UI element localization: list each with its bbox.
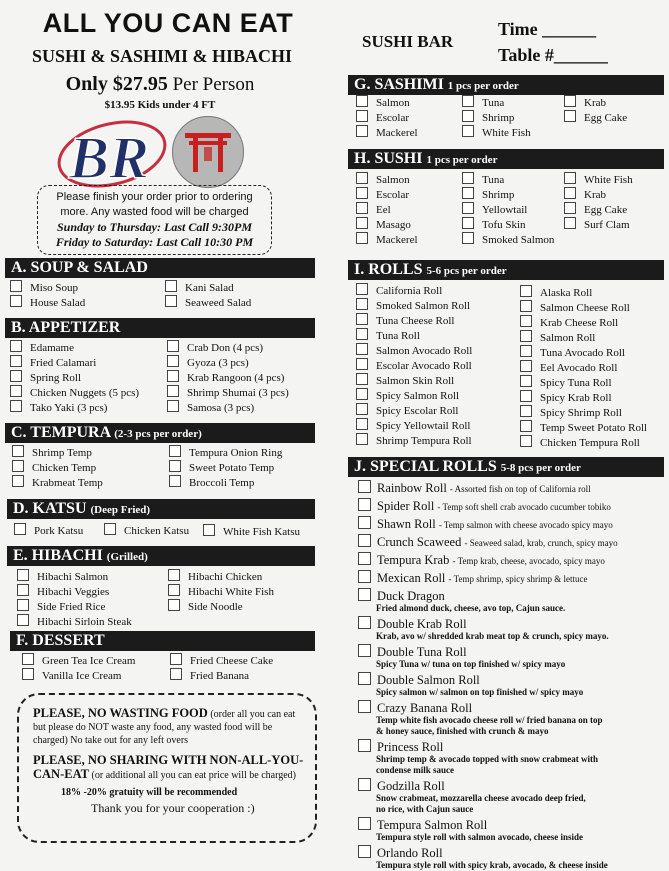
price xyxy=(30,73,290,96)
checkbox[interactable] xyxy=(520,360,532,372)
menu-item[interactable]: Salmon xyxy=(356,172,418,187)
checkbox[interactable] xyxy=(564,217,576,229)
time-field[interactable]: Time ______ xyxy=(498,19,597,39)
checkbox[interactable] xyxy=(462,125,474,137)
gratuity-note: 18% -20% gratuity will be recommended xyxy=(61,787,238,798)
checkbox[interactable] xyxy=(462,217,474,229)
policy-no-sharing: PLEASE, NO SHARING WITH NON-ALL-YOU-CAN-EAT (or additional all you can eat price will be charged) xyxy=(33,753,304,781)
special-roll-item[interactable]: Spider Roll - Temp soft shell crab avocado cucumber tobiko xyxy=(358,498,663,514)
special-roll-item[interactable]: Duck Dragon xyxy=(358,588,663,603)
section-title: D. KATSU xyxy=(13,500,87,517)
menu-item[interactable]: Spicy Shrimp Roll xyxy=(520,405,647,420)
section-title: G. SASHIMI xyxy=(354,76,444,93)
section-sashimi-header xyxy=(348,75,664,95)
menu-item[interactable]: Fried Banana xyxy=(170,668,273,683)
checkbox[interactable] xyxy=(167,370,179,382)
checkbox[interactable] xyxy=(203,524,215,536)
checkbox[interactable] xyxy=(564,172,576,184)
policy-box xyxy=(17,693,317,843)
menu-item[interactable]: Alaska Roll xyxy=(520,285,647,300)
menu-item[interactable]: Broccoli Temp xyxy=(169,475,282,490)
checkbox[interactable] xyxy=(564,110,576,122)
menu-item[interactable]: Escolar xyxy=(356,110,418,125)
menu-item[interactable]: Krab Rangoon (4 pcs) xyxy=(167,370,289,385)
section-note: 5-8 pcs per order xyxy=(500,462,581,474)
section-note: (2-3 pcs per order) xyxy=(114,428,202,440)
checkbox[interactable] xyxy=(520,330,532,342)
menu-item[interactable]: California Roll xyxy=(356,283,472,298)
checkbox[interactable] xyxy=(10,400,22,412)
checkbox[interactable] xyxy=(356,418,368,430)
menu-item[interactable]: Shrimp Tempura Roll xyxy=(356,433,472,448)
checkbox[interactable] xyxy=(358,700,371,713)
checkbox[interactable] xyxy=(167,340,179,352)
menu-item[interactable]: Krab Cheese Roll xyxy=(520,315,647,330)
menu-item[interactable]: Krab xyxy=(564,187,633,202)
special-roll-item[interactable]: Double Salmon Roll xyxy=(358,672,663,687)
special-roll-item[interactable]: Mexican Roll - Temp shrimp, spicy shrimp & lettuce xyxy=(358,570,663,586)
menu-item[interactable]: Green Tea Ice Cream xyxy=(22,653,135,668)
checkbox[interactable] xyxy=(358,817,371,830)
checkbox[interactable] xyxy=(356,403,368,415)
menu-item[interactable]: Fried Cheese Cake xyxy=(170,653,273,668)
menu-item[interactable]: Seaweed Salad xyxy=(165,295,251,310)
checkbox[interactable] xyxy=(168,599,180,611)
soup-salad-col2 xyxy=(165,280,251,310)
checkbox[interactable] xyxy=(356,388,368,400)
checkbox[interactable] xyxy=(169,475,181,487)
menu-item[interactable]: Side Fried Rice xyxy=(17,599,132,614)
special-roll-desc: & honey sauce, finished with crunch & mayo xyxy=(376,726,549,736)
dessert-col1 xyxy=(22,653,135,683)
section-sushi-header xyxy=(348,149,664,169)
checkbox[interactable] xyxy=(462,110,474,122)
section-note: 5-6 pcs per order xyxy=(426,265,507,277)
menu-item[interactable]: Tempura Onion Ring xyxy=(169,445,282,460)
checkbox[interactable] xyxy=(358,672,371,685)
menu-item[interactable]: Krab xyxy=(564,95,627,110)
checkbox[interactable] xyxy=(358,534,371,547)
price-suffix: Per Person xyxy=(172,74,255,95)
menu-item[interactable]: Chicken Tempura Roll xyxy=(520,435,647,450)
special-roll-item[interactable]: Crunch Scaweed - Seaweed salad, krab, crunch, spicy mayo xyxy=(358,534,663,550)
hibachi-col1 xyxy=(17,569,132,629)
section-note: (Deep Fried) xyxy=(90,504,151,516)
checkbox[interactable] xyxy=(462,187,474,199)
checkbox[interactable] xyxy=(520,285,532,297)
menu-item[interactable]: Miso Soup xyxy=(10,280,85,295)
checkbox[interactable] xyxy=(520,345,532,357)
checkbox[interactable] xyxy=(10,280,22,292)
checkbox[interactable] xyxy=(356,217,368,229)
special-roll-desc: Fried almond duck, cheese, avo top, Cajun sauce. xyxy=(376,603,566,613)
menu-item[interactable]: Tuna xyxy=(462,172,554,187)
menu-item[interactable]: Hibachi Chicken xyxy=(168,569,274,584)
checkbox[interactable] xyxy=(358,739,371,752)
section-title: H. SUSHI xyxy=(354,150,423,167)
section-title: E. HIBACHI xyxy=(13,547,103,564)
special-roll-item[interactable]: Tempura Krab - Temp krab, cheese, avocado, spicy mayo xyxy=(358,552,663,568)
br-logo xyxy=(55,110,170,192)
soup-salad-col1 xyxy=(10,280,85,310)
section-note: 1 pcs per order xyxy=(426,154,498,166)
checkbox[interactable] xyxy=(462,232,474,244)
checkbox[interactable] xyxy=(520,375,532,387)
menu-subtitle: SUSHI & SASHIMI & HIBACHI xyxy=(31,46,293,66)
checkbox[interactable] xyxy=(17,584,29,596)
checkbox[interactable] xyxy=(10,295,22,307)
menu-item[interactable]: Masago xyxy=(356,217,418,232)
section-title: C. TEMPURA xyxy=(11,424,111,441)
special-roll-desc: Spicy Tuna w/ tuna on top finished w/ spicy mayo xyxy=(376,659,566,669)
menu-item[interactable]: Spicy Salmon Roll xyxy=(356,388,472,403)
section-note: 1 pcs per order xyxy=(447,80,519,92)
sashimi-col3 xyxy=(564,95,627,125)
hibachi-col2 xyxy=(168,569,274,614)
menu-item[interactable]: Chicken Temp xyxy=(12,460,103,475)
menu-item[interactable]: Samosa (3 pcs) xyxy=(167,400,289,415)
checkbox[interactable] xyxy=(356,202,368,214)
checkbox[interactable] xyxy=(170,668,182,680)
checkbox[interactable] xyxy=(10,385,22,397)
checkbox[interactable] xyxy=(358,778,371,791)
checkbox[interactable] xyxy=(520,420,532,432)
special-roll-item[interactable]: Shawn Roll - Temp salmon with cheese avocado spicy mayo xyxy=(358,516,663,532)
checkbox[interactable] xyxy=(14,523,26,535)
menu-item[interactable]: Smoked Salmon xyxy=(462,232,554,247)
menu-item[interactable]: Fried Calamari xyxy=(10,355,139,370)
checkbox[interactable] xyxy=(520,405,532,417)
checkbox[interactable] xyxy=(167,355,179,367)
rolls-col1 xyxy=(356,283,472,448)
special-roll-item[interactable]: Godzilla Roll xyxy=(358,778,663,793)
checkbox[interactable] xyxy=(356,433,368,445)
menu-item[interactable]: Chicken Katsu xyxy=(104,523,189,538)
menu-item[interactable]: Gyoza (3 pcs) xyxy=(167,355,289,370)
checkbox[interactable] xyxy=(462,172,474,184)
special-roll-desc: Tempura style roll with salmon avocado, cheese inside xyxy=(376,832,584,842)
menu-item[interactable]: Pork Katsu xyxy=(14,523,83,538)
sushi-bar-label: SUSHI BAR xyxy=(362,32,454,51)
checkbox[interactable] xyxy=(10,370,22,382)
menu-item[interactable]: White Fish Katsu xyxy=(203,524,300,539)
checkbox[interactable] xyxy=(167,385,179,397)
special-rolls-list xyxy=(358,480,663,871)
checkbox[interactable] xyxy=(462,202,474,214)
menu-item[interactable]: Shrimp Temp xyxy=(12,445,103,460)
section-appetizer-header xyxy=(5,318,315,338)
menu-item[interactable]: Hibachi Veggies xyxy=(17,584,132,599)
appetizer-col1 xyxy=(10,340,139,415)
checkbox[interactable] xyxy=(356,298,368,310)
special-roll-desc: Spicy salmon w/ salmon on top finished w/ spicy mayo xyxy=(376,687,584,697)
sushi-col1 xyxy=(356,172,418,247)
checkbox[interactable] xyxy=(356,283,368,295)
rolls-col2 xyxy=(520,285,647,450)
menu-item[interactable]: Smoked Salmon Roll xyxy=(356,298,472,313)
section-title: A. SOUP & SALAD xyxy=(11,259,148,276)
special-roll-desc: Shrimp temp & avocado topped with snow crabmeat with xyxy=(376,754,599,764)
checkbox[interactable] xyxy=(165,295,177,307)
checkbox[interactable] xyxy=(22,653,34,665)
torii-gate-logo xyxy=(172,116,244,188)
menu-item[interactable]: Sweet Potato Temp xyxy=(169,460,282,475)
menu-item[interactable]: Side Noodle xyxy=(168,599,274,614)
checkbox[interactable] xyxy=(356,232,368,244)
menu-item[interactable]: Escolar xyxy=(356,187,418,202)
ordering-notice xyxy=(37,185,272,255)
menu-item[interactable]: Tuna Cheese Roll xyxy=(356,313,472,328)
checkbox[interactable] xyxy=(520,300,532,312)
section-title: I. ROLLS xyxy=(354,261,423,278)
menu-item[interactable]: Salmon Avocado Roll xyxy=(356,343,472,358)
menu-item[interactable]: Krabmeat Temp xyxy=(12,475,103,490)
checkbox[interactable] xyxy=(564,95,576,107)
sashimi-col1 xyxy=(356,95,418,140)
torii-gate-icon xyxy=(173,117,243,187)
checkbox[interactable] xyxy=(10,340,22,352)
menu-item[interactable]: Edamame xyxy=(10,340,139,355)
menu-item[interactable]: Eel Avocado Roll xyxy=(520,360,647,375)
section-soup-salad-header xyxy=(5,258,315,278)
checkbox[interactable] xyxy=(520,315,532,327)
menu-item[interactable]: Salmon Cheese Roll xyxy=(520,300,647,315)
menu-item[interactable]: Tuna Avocado Roll xyxy=(520,345,647,360)
checkbox[interactable] xyxy=(356,358,368,370)
section-title: B. APPETIZER xyxy=(11,319,121,336)
section-rolls-header xyxy=(348,260,664,280)
dessert-col2 xyxy=(170,653,273,683)
section-title: F. DESSERT xyxy=(16,632,105,649)
section-hibachi-header xyxy=(7,546,315,566)
thanks-note: Thank you for your cooperation :) xyxy=(91,801,255,815)
checkbox[interactable] xyxy=(564,187,576,199)
checkbox[interactable] xyxy=(358,552,371,565)
checkbox[interactable] xyxy=(356,328,368,340)
menu-title: ALL YOU CAN EAT xyxy=(42,8,294,38)
special-roll-item[interactable]: Orlando Roll xyxy=(358,845,663,860)
checkbox[interactable] xyxy=(10,355,22,367)
special-roll-item[interactable]: Double Tuna Roll xyxy=(358,644,663,659)
menu-item[interactable]: Salmon Roll xyxy=(520,330,647,345)
special-roll-item[interactable]: Tempura Salmon Roll xyxy=(358,817,663,832)
checkbox[interactable] xyxy=(358,480,371,493)
section-dessert-header xyxy=(10,631,315,651)
special-roll-item[interactable]: Crazy Banana Roll xyxy=(358,700,663,715)
logo-text: BR xyxy=(69,125,150,191)
menu-item[interactable]: Tofu Skin xyxy=(462,217,554,232)
menu-item[interactable]: Tuna xyxy=(462,95,531,110)
menu-item[interactable]: Eel xyxy=(356,202,418,217)
price-amount: Only $27.95 xyxy=(65,73,168,95)
checkbox[interactable] xyxy=(520,435,532,447)
menu-item[interactable]: Chicken Nuggets (5 pcs) xyxy=(10,385,139,400)
special-roll-item[interactable]: Princess Roll xyxy=(358,739,663,754)
checkbox[interactable] xyxy=(564,202,576,214)
menu-item[interactable]: Spicy Krab Roll xyxy=(520,390,647,405)
special-roll-item[interactable]: Double Krab Roll xyxy=(358,616,663,631)
menu-item[interactable]: Mackerel xyxy=(356,232,418,247)
checkbox[interactable] xyxy=(17,569,29,581)
checkbox[interactable] xyxy=(165,280,177,292)
menu-item[interactable]: Temp Sweet Potato Roll xyxy=(520,420,647,435)
section-title: J. SPECIAL ROLLS xyxy=(354,458,497,475)
special-roll-desc: condense milk sauce xyxy=(376,765,455,775)
checkbox[interactable] xyxy=(12,475,24,487)
checkbox[interactable] xyxy=(168,584,180,596)
checkbox[interactable] xyxy=(358,516,371,529)
menu-item[interactable]: Surf Clam xyxy=(564,217,633,232)
menu-item[interactable]: Salmon xyxy=(356,95,418,110)
checkbox[interactable] xyxy=(17,614,29,626)
menu-item[interactable]: Hibachi Salmon xyxy=(17,569,132,584)
special-roll-item[interactable]: Rainbow Roll - Assorted fish on top of California roll xyxy=(358,480,663,496)
checkbox[interactable] xyxy=(356,187,368,199)
checkbox[interactable] xyxy=(170,653,182,665)
notice-line: more. Any wasted food will be charged xyxy=(60,206,249,218)
menu-item[interactable]: Vanilla Ice Cream xyxy=(22,668,135,683)
menu-item[interactable]: Egg Cake xyxy=(564,110,627,125)
menu-item[interactable]: Shrimp xyxy=(462,187,554,202)
checkbox[interactable] xyxy=(358,570,371,583)
appetizer-col2 xyxy=(167,340,289,415)
checkbox[interactable] xyxy=(356,95,368,107)
special-roll-desc: Temp white fish avocado cheese roll w/ fried banana on top xyxy=(376,715,603,725)
checkbox[interactable] xyxy=(358,588,371,601)
sashimi-col2 xyxy=(462,95,531,140)
section-tempura-header xyxy=(5,423,315,443)
checkbox[interactable] xyxy=(356,373,368,385)
menu-item[interactable]: Hibachi Sirloin Steak xyxy=(17,614,132,629)
checkbox[interactable] xyxy=(17,599,29,611)
checkbox[interactable] xyxy=(12,445,24,457)
menu-item[interactable]: Kani Salad xyxy=(165,280,251,295)
checkbox[interactable] xyxy=(356,110,368,122)
menu-item[interactable]: Spicy Escolar Roll xyxy=(356,403,472,418)
menu-item[interactable]: Spicy Tuna Roll xyxy=(520,375,647,390)
tempura-col1 xyxy=(12,445,103,490)
menu-item[interactable]: Shrimp xyxy=(462,110,531,125)
sushi-col2 xyxy=(462,172,554,247)
policy-no-waste: PLEASE, NO WASTING FOOD (order all you can eat but please do NOT waste any food, any wasted food will be charged) No take out for any left overs xyxy=(33,706,296,746)
checkbox[interactable] xyxy=(358,498,371,511)
checkbox[interactable] xyxy=(356,172,368,184)
notice-last-call-weekday: Sunday to Thursday: Last Call 9:30PM xyxy=(56,220,253,234)
checkbox[interactable] xyxy=(358,644,371,657)
table-number-field[interactable]: Table #______ xyxy=(498,45,608,65)
checkbox[interactable] xyxy=(169,445,181,457)
menu-item[interactable]: Hibachi White Fish xyxy=(168,584,274,599)
checkbox[interactable] xyxy=(462,95,474,107)
menu-item[interactable]: Spring Roll xyxy=(10,370,139,385)
special-roll-desc: no rice, with Cajun sauce xyxy=(376,804,474,814)
menu-item[interactable]: White Fish xyxy=(462,125,531,140)
sushi-col3 xyxy=(564,172,633,232)
section-special-rolls-header xyxy=(348,457,664,477)
menu-item[interactable]: Egg Cake xyxy=(564,202,633,217)
menu-item[interactable]: Crab Don (4 pcs) xyxy=(167,340,289,355)
menu-item[interactable]: White Fish xyxy=(564,172,633,187)
section-katsu-header xyxy=(7,499,315,519)
special-roll-desc: Snow crabmeat, mozzarella cheese avocado deep fried, xyxy=(376,793,586,803)
special-roll-desc: Krab, avo w/ shredded krab meat top & crunch, spicy mayo. xyxy=(376,631,609,641)
checkbox[interactable] xyxy=(520,390,532,402)
menu-item[interactable]: Salmon Skin Roll xyxy=(356,373,472,388)
checkbox[interactable] xyxy=(168,569,180,581)
notice-line: Please finish your order prior to ordering xyxy=(56,191,253,203)
special-roll-desc: Tempura style roll with spicy krab, avocado, & cheese inside xyxy=(376,860,608,870)
checkbox[interactable] xyxy=(104,523,116,535)
checkbox[interactable] xyxy=(167,400,179,412)
checkbox[interactable] xyxy=(356,343,368,355)
tempura-col2 xyxy=(169,445,282,490)
menu-item[interactable]: Escolar Avocado Roll xyxy=(356,358,472,373)
menu-item[interactable]: Tuna Roll xyxy=(356,328,472,343)
menu-item[interactable]: Shrimp Shumai (3 pcs) xyxy=(167,385,289,400)
checkbox[interactable] xyxy=(169,460,181,472)
checkbox[interactable] xyxy=(356,125,368,137)
menu-item[interactable]: Mackerel xyxy=(356,125,418,140)
kids-price: $13.95 Kids under 4 FT xyxy=(104,99,216,111)
section-note: (Grilled) xyxy=(106,551,148,563)
checkbox[interactable] xyxy=(356,313,368,325)
checkbox[interactable] xyxy=(12,460,24,472)
menu-item[interactable]: Tako Yaki (3 pcs) xyxy=(10,400,139,415)
checkbox[interactable] xyxy=(358,845,371,858)
menu-item[interactable]: House Salad xyxy=(10,295,85,310)
notice-last-call-weekend: Friday to Saturday: Last Call 10:30 PM xyxy=(55,235,254,249)
checkbox[interactable] xyxy=(22,668,34,680)
menu-item[interactable]: Spicy Yellowtail Roll xyxy=(356,418,472,433)
menu-item[interactable]: Yellowtail xyxy=(462,202,554,217)
checkbox[interactable] xyxy=(358,616,371,629)
